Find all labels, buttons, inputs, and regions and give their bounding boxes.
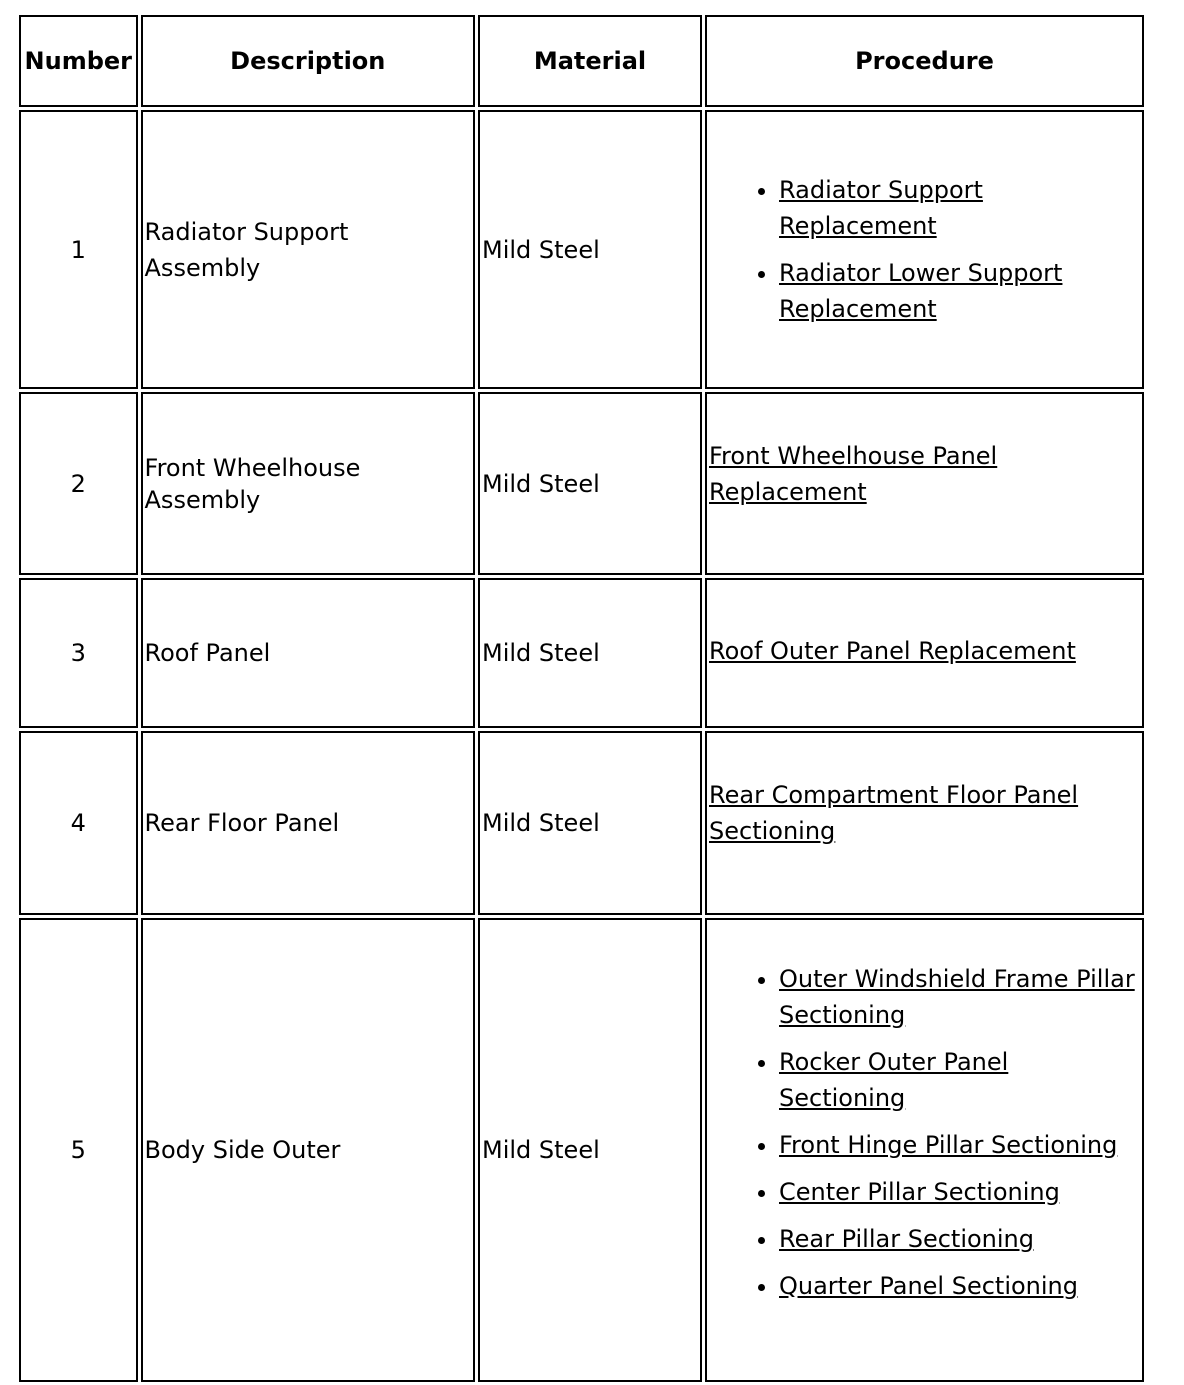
procedure-link[interactable]: Rocker Outer Panel Sectioning <box>779 1047 1009 1112</box>
cell-description: Rear Floor Panel <box>141 731 475 915</box>
procedure-wrap <box>709 633 1140 669</box>
procedure-link[interactable]: Radiator Lower Support Replacement <box>779 259 1063 323</box>
cell-description <box>141 392 475 575</box>
cell-number: 1 <box>19 110 138 389</box>
header-number: Number <box>19 15 138 107</box>
cell-number: 5 <box>19 918 138 1382</box>
cell-procedure <box>705 110 1144 389</box>
procedure-link[interactable]: Outer Windshield Frame Pillar Sectioning <box>779 964 1135 1029</box>
header-row <box>19 15 1144 107</box>
procedure-wrap <box>709 777 1089 849</box>
cell-procedure <box>705 392 1144 575</box>
procedure-list <box>709 961 1140 1304</box>
cell-number: 4 <box>19 731 138 915</box>
procedure-link[interactable]: Radiator Support Replacement <box>779 176 983 240</box>
table-row <box>19 110 1144 389</box>
cell-material: Mild Steel <box>478 578 702 728</box>
list-item <box>779 172 1140 244</box>
list-item <box>779 1044 1140 1116</box>
procedure-link[interactable]: Roof Outer Panel Replacement <box>709 637 1076 665</box>
cell-procedure <box>705 731 1144 915</box>
procedure-link[interactable]: Front Wheelhouse Panel Replacement <box>709 441 998 506</box>
description-text: Front Wheelhouse Assembly <box>144 453 361 514</box>
list-item <box>779 1268 1140 1304</box>
list-item <box>779 255 1140 327</box>
list-item <box>779 1221 1140 1257</box>
table-row <box>19 918 1144 1382</box>
cell-procedure <box>705 918 1144 1382</box>
procedure-link[interactable]: Center Pillar Sectioning <box>779 1177 1060 1206</box>
header-description: Description <box>141 15 475 107</box>
table-row <box>19 578 1144 728</box>
procedure-link[interactable]: Quarter Panel Sectioning <box>779 1271 1079 1300</box>
cell-number: 2 <box>19 392 138 575</box>
cell-procedure <box>705 578 1144 728</box>
header-procedure: Procedure <box>705 15 1144 107</box>
cell-description: Roof Panel <box>141 578 475 728</box>
cell-material: Mild Steel <box>478 392 702 575</box>
procedure-link[interactable]: Front Hinge Pillar Sectioning <box>779 1130 1118 1159</box>
table-row <box>19 392 1144 575</box>
cell-material: Mild Steel <box>478 918 702 1382</box>
procedure-link[interactable]: Rear Pillar Sectioning <box>779 1224 1034 1253</box>
table-row <box>19 731 1144 915</box>
cell-material: Mild Steel <box>478 110 702 389</box>
list-item <box>779 1174 1140 1210</box>
list-item <box>779 961 1140 1033</box>
procedure-wrap <box>709 438 1019 510</box>
procedure-list <box>709 172 1140 327</box>
cell-description: Radiator Support Assembly <box>141 110 475 389</box>
procedure-link[interactable]: Rear Compartment Floor Panel Sectioning <box>709 781 1079 845</box>
cell-description: Body Side Outer <box>141 918 475 1382</box>
cell-number: 3 <box>19 578 138 728</box>
cell-material: Mild Steel <box>478 731 702 915</box>
parts-table <box>16 12 1147 1385</box>
header-material: Material <box>478 15 702 107</box>
list-item <box>779 1127 1140 1163</box>
